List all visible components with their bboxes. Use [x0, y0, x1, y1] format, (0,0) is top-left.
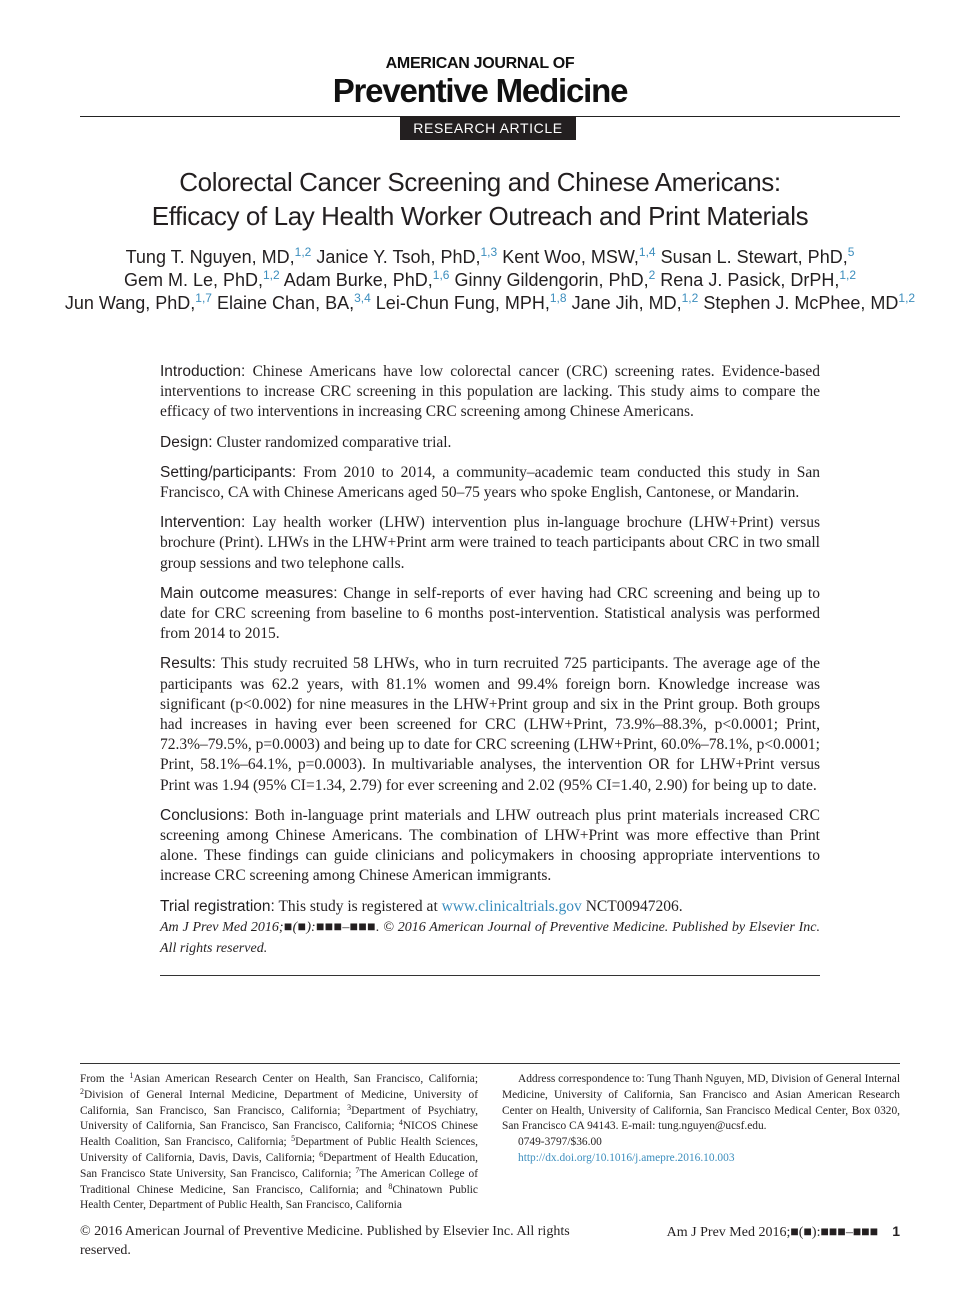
author: Adam Burke, PhD,$^{1,6}$: [283, 268, 450, 290]
author: Lei-Chun Fung, MPH,$^{1,8}$: [375, 291, 567, 313]
abstract-results: [160, 654, 820, 795]
trial-id: NCT00947206.: [585, 897, 683, 915]
author: Elaine Chan, BA,$^{3,4}$: [217, 291, 371, 313]
author: Janice Y. Tsoh, PhD,$^{1,3}$: [316, 245, 498, 267]
author: Jun Wang, PhD,$^{1,7}$: [64, 291, 212, 313]
affiliation-ref[interactable]: 1,2: [839, 268, 857, 282]
journal-name-main: Preventive Medicine: [332, 72, 628, 109]
author-list: [60, 246, 920, 315]
article-type-badge: RESEARCH ARTICLE: [400, 116, 576, 140]
author: Stephen J. McPhee, MD$^{1,2}$: [703, 291, 916, 313]
section-text: Chinese Americans have low colorectal cancer (CRC) screening rates. Evidence-based interventions to increase CRC screening in this population are lacking. This study aims to compare the efficacy of two interventions in increasing CRC screening among Chinese Americans.: [160, 363, 820, 421]
section-label: Main outcome measures:: [160, 584, 338, 602]
author: Jane Jih, MD,$^{1,2}$: [571, 291, 699, 313]
journal-name-top: AMERICAN JOURNAL OF: [385, 55, 575, 72]
author: Susan L. Stewart, PhD,$^5$: [660, 245, 855, 267]
abstract-outcomes: [160, 584, 820, 645]
section-label: Introduction:: [160, 363, 246, 380]
clinicaltrials-link[interactable]: www.clinicaltrials.gov: [441, 897, 582, 915]
affiliations-text: From the $^1$Asian American Research Center on Health, San Francisco, California; $^2$Division of General Internal Medicine, Department of Medicine, University of California, San Francisco, San Francisco, California; $^3$Department of Psychiatry, University of California, San Francisco, San Francisco, California; $^4$NICOS Chinese Health Coalition, San Francisco, California; $^5$Department of Public Health Sciences, University of California, Davis, Davis, California; $^6$Department of Health Education, San Francisco State University, San Francisco, California; $^7$The American College of Traditional Chinese Medicine, San Francisco, California; and $^8$Chinatown Public Health Center, Department of Public Health, San Francisco, California: [80, 1071, 478, 1212]
section-text: This study is registered at: [278, 897, 438, 915]
section-label: Conclusions:: [160, 806, 249, 824]
section-label: Intervention:: [160, 514, 246, 532]
section-label: Trial registration:: [160, 897, 275, 915]
abstract-design: [160, 433, 820, 453]
abstract-rule: [160, 975, 820, 976]
author: Kent Woo, MSW,$^{1,4}$: [502, 245, 656, 267]
section-label: Setting/participants:: [160, 463, 297, 481]
author-line-1: [60, 246, 920, 269]
footer-citation: Am J Prev Med 2016;■(■):■■■–■■■: [666, 1225, 879, 1240]
section-text: Cluster randomized comparative trial.: [216, 433, 452, 451]
abstract-citation: Am J Prev Med 2016;■(■):■■■–■■■. © 2016 American Journal of Preventive Medicine. Published by Elsevier Inc. All rights reserved.: [160, 919, 820, 956]
abstract-intervention: [160, 513, 820, 574]
abstract: [160, 362, 820, 969]
correspondence: Address correspondence to: Tung Thanh Nguyen, MD, Division of General Internal Medicine, University of California, San Francisco and Asian American Research Center on Health, University of California, San Francisco Medical Center, Box 0320, San Francisco CA 94143. E-mail: tung.nguyen@ucsf.edu.: [502, 1073, 900, 1133]
abstract-introduction: [160, 362, 820, 423]
abstract-setting: [160, 463, 820, 503]
footnotes-right-column: [502, 1072, 900, 1167]
title-line-1: Colorectal Cancer Screening and Chinese Americans:: [179, 167, 781, 197]
title-line-2: Efficacy of Lay Health Worker Outreach and Print Materials: [151, 201, 809, 231]
doi-link[interactable]: http://dx.doi.org/10.1016/j.amepre.2016.10.003: [518, 1151, 735, 1164]
author: Gem M. Le, PhD,$^{1,2}$: [123, 268, 280, 290]
abstract-conclusions: [160, 806, 820, 887]
affiliation-ref[interactable]: 1,8: [549, 291, 567, 305]
section-text: Both in-language print materials and LHW outreach plus print materials increased CRC screening among Chinese Americans. The combination of LHW+Print was more effective than Print alone. These findings can guide clinicians and policymakers in choosing appropriate interventions to increase CRC screening among Chinese American immigrants.: [160, 806, 821, 885]
section-text: Change in self-reports of ever having had CRC screening and being up to date for CRC screening from baseline to 6 months post-intervention. Statistical analysis was performed from 2014 to 2015.: [160, 584, 820, 643]
affiliation-ref[interactable]: 1,2: [898, 291, 916, 305]
author: Rena J. Pasick, DrPH,$^{1,2}$: [660, 268, 857, 290]
affiliation-ref[interactable]: 5: [847, 245, 855, 259]
affiliation-ref[interactable]: 1,6: [432, 268, 450, 282]
section-text: This study recruited 58 LHWs, who in turn recruited 725 participants. The average age of the participants was 62.2 years, with 81.1% women and 99.4% foreign born. Knowledge increase was significant (p<0.002) for nine measures in the LHW+Print group and six in the Print group. Both groups had increases in having ever been screened for CRC (LHW+Print, 73.9%–88.3%, p<0.0001; Print, 72.3%–79.5%, p=0.0003) and being up to date for CRC screening (LHW+Print, 60.0%–78.1%, p<0.0001; Print, 58.1%–64.1%, p=0.0003). In multivariable analyses, the intervention OR for LHW+Print versus Print was 1.94 (95% CI=1.34, 2.79) for ever screening and 2.02 (95% CI=1.40, 2.90) for being up to date.: [160, 655, 820, 794]
author: Ginny Gildengorin, PhD,$^2$: [454, 268, 656, 290]
affiliation-ref[interactable]: 1,4: [638, 245, 656, 259]
affiliation-ref[interactable]: 1,2: [263, 268, 280, 282]
affiliation-ref[interactable]: 1,2: [681, 291, 699, 305]
affiliation-ref[interactable]: 1,2: [294, 245, 312, 259]
footnotes-left-column: [80, 1072, 478, 1214]
footnote-rule: [80, 1063, 900, 1064]
issn: 0749-3797/$36.00: [518, 1136, 602, 1149]
footer-citation-area: [667, 1222, 900, 1242]
section-text: Lay health worker (LHW) intervention plus in-language brochure (LHW+Print) versus brochure (Print). LHWs in the LHW+Print arm were trained to teach participants about CRC in two small group sessions and two telephone calls.: [160, 514, 820, 572]
section-label: Results:: [160, 655, 216, 673]
affiliation-ref[interactable]: 3,4: [354, 291, 371, 305]
page-number: 1: [892, 1223, 900, 1239]
section-label: Design:: [160, 433, 213, 451]
journal-masthead: [0, 55, 960, 109]
affiliation-ref[interactable]: 1,3: [480, 245, 498, 259]
abstract-trial-registration: [160, 897, 820, 917]
section-text: From 2010 to 2014, a community–academic team conducted this study in San Francisco, CA with Chinese Americans aged 50–75 years who spoke English, Cantonese, or Mandarin.: [160, 463, 821, 502]
author: Tung T. Nguyen, MD,$^{1,2}$: [125, 245, 312, 267]
footer-copyright: © 2016 American Journal of Preventive Medicine. Published by Elsevier Inc. All rights reserved.: [80, 1224, 570, 1258]
author-line-2: [60, 269, 920, 292]
article-title: [60, 165, 900, 233]
affiliation-ref[interactable]: 1,7: [195, 291, 212, 305]
author-line-3: [60, 292, 920, 315]
affiliation-ref[interactable]: 2: [648, 268, 656, 282]
